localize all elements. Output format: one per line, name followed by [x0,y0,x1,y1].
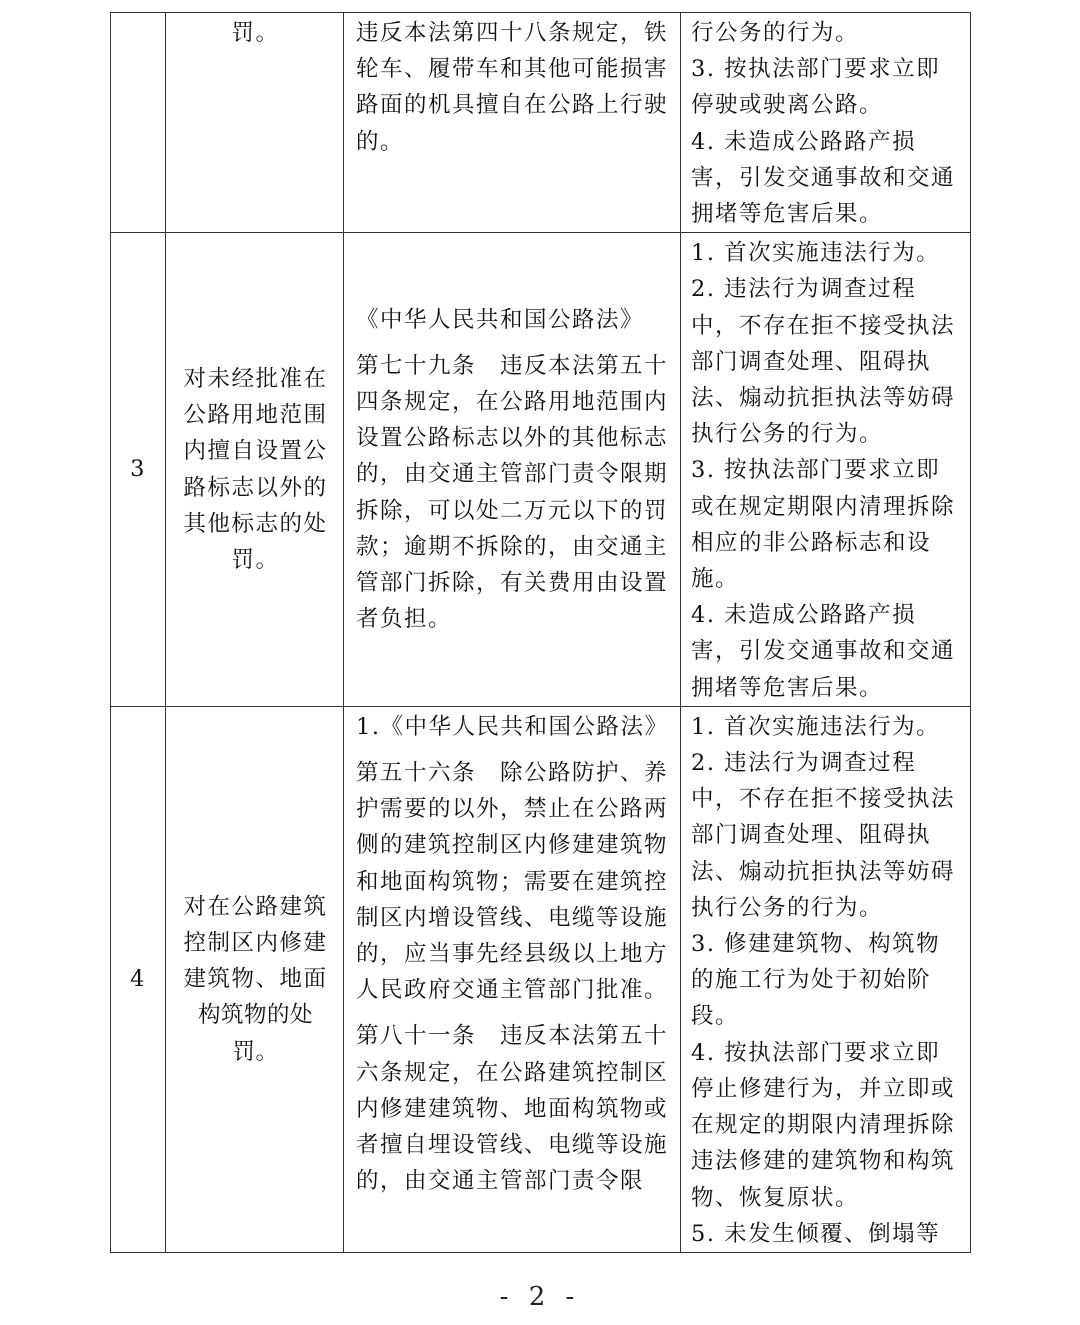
condition-item: 5. 未发生倾覆、倒塌等 [691,1220,941,1247]
item-line: 路标志以外的 [183,474,328,501]
item-line: 构筑物的处罚。 [197,1002,313,1065]
conditions-cell [681,233,971,707]
condition-item: 3. 按执法部门要求立即停驶或驶离公路。 [691,56,941,119]
basis-paragraph: 违反本法第四十八条规定，铁轮车、履带车和其他可能损害路面的机具擅自在公路上行驶的。 [356,20,669,155]
table-row [111,233,971,707]
table-row [111,13,971,233]
basis-cell [344,13,681,233]
table-row [111,706,971,1252]
item-line: 对在公路建筑 [183,893,328,920]
basis-paragraph: 第五十六条 除公路防护、养护需要的以外，禁止在公路两侧的建筑控制区内修建建筑物和地面构筑物；需要在建筑控制区内增设管线、电缆等设施的，应当事先经县级以上地方人民政府交通主管部门批准。 [356,760,669,1004]
penalty-table [110,12,971,1253]
conditions-cell [681,706,971,1252]
item-line: 其他标志的处 [183,510,328,537]
condition-item: 4. 未造成公路路产损害，引发交通事故和交通拥堵等危害后果。 [691,128,956,228]
basis-cell [344,706,681,1252]
item-cell [166,706,344,1252]
page-number: - 2 - [499,1282,581,1312]
condition-item: 2. 违法行为调查过程中，不存在拒不接受执法部门调查处理、阻碍执法、煽动抗拒执法等妨碍执行公务的行为。 [691,750,956,921]
conditions-cell [681,13,971,233]
condition-item: 4. 未造成公路路产损害，引发交通事故和交通拥堵等危害后果。 [691,602,956,701]
item-line: 罚。 [231,20,280,46]
law-title: 1.《中华人民共和国公路法》 [356,713,669,740]
item-line: 对未经批准在 [183,365,328,392]
basis-paragraph: 第八十一条 违反本法第五十六条规定，在公路建筑控制区内修建建筑物、地面构筑物或者擅自埋设管线、电缆等设施的，由交通主管部门责令限 [356,1023,669,1195]
item-cell [166,233,344,707]
item-line: 内擅自设置公 [183,438,328,465]
law-title: 《中华人民共和国公路法》 [356,306,645,333]
row-number-cell: 3 [111,233,166,707]
item-line: 建筑物、地面 [183,966,328,993]
item-cell [166,13,344,233]
condition-item: 1. 首次实施违法行为。 [691,240,941,267]
item-line: 罚。 [231,546,280,573]
basis-cell [344,233,681,707]
row-number-cell: 4 [111,706,166,1252]
condition-item: 4. 按执法部门要求立即停止修建行为，并立即或在规定的期限内清理拆除违法修建的建筑物和构筑物、恢复原状。 [691,1039,956,1211]
basis-paragraph: 第七十九条 违反本法第五十四条规定，在公路用地范围内设置公路标志以外的其他标志的，由交通主管部门责令限期拆除，可以处二万元以下的罚款；逾期不拆除的，由交通主管部门拆除，有关费用由设置者负担。 [356,352,669,633]
item-line: 控制区内修建 [183,930,328,957]
item-line: 公路用地范围 [183,402,328,429]
condition-item: 3. 修建建筑物、构筑物的施工行为处于初始阶段。 [691,931,941,1030]
row-number-cell [111,13,166,233]
condition-item: 1. 首次实施违法行为。 [691,713,941,740]
condition-item: 行公务的行为。 [691,20,860,46]
condition-item: 2. 违法行为调查过程中，不存在拒不接受执法部门调查处理、阻碍执法、煽动抗拒执法等妨碍执行公务的行为。 [691,276,956,448]
condition-item: 3. 按执法部门要求立即或在规定期限内清理拆除相应的非公路标志和设施。 [691,457,956,593]
